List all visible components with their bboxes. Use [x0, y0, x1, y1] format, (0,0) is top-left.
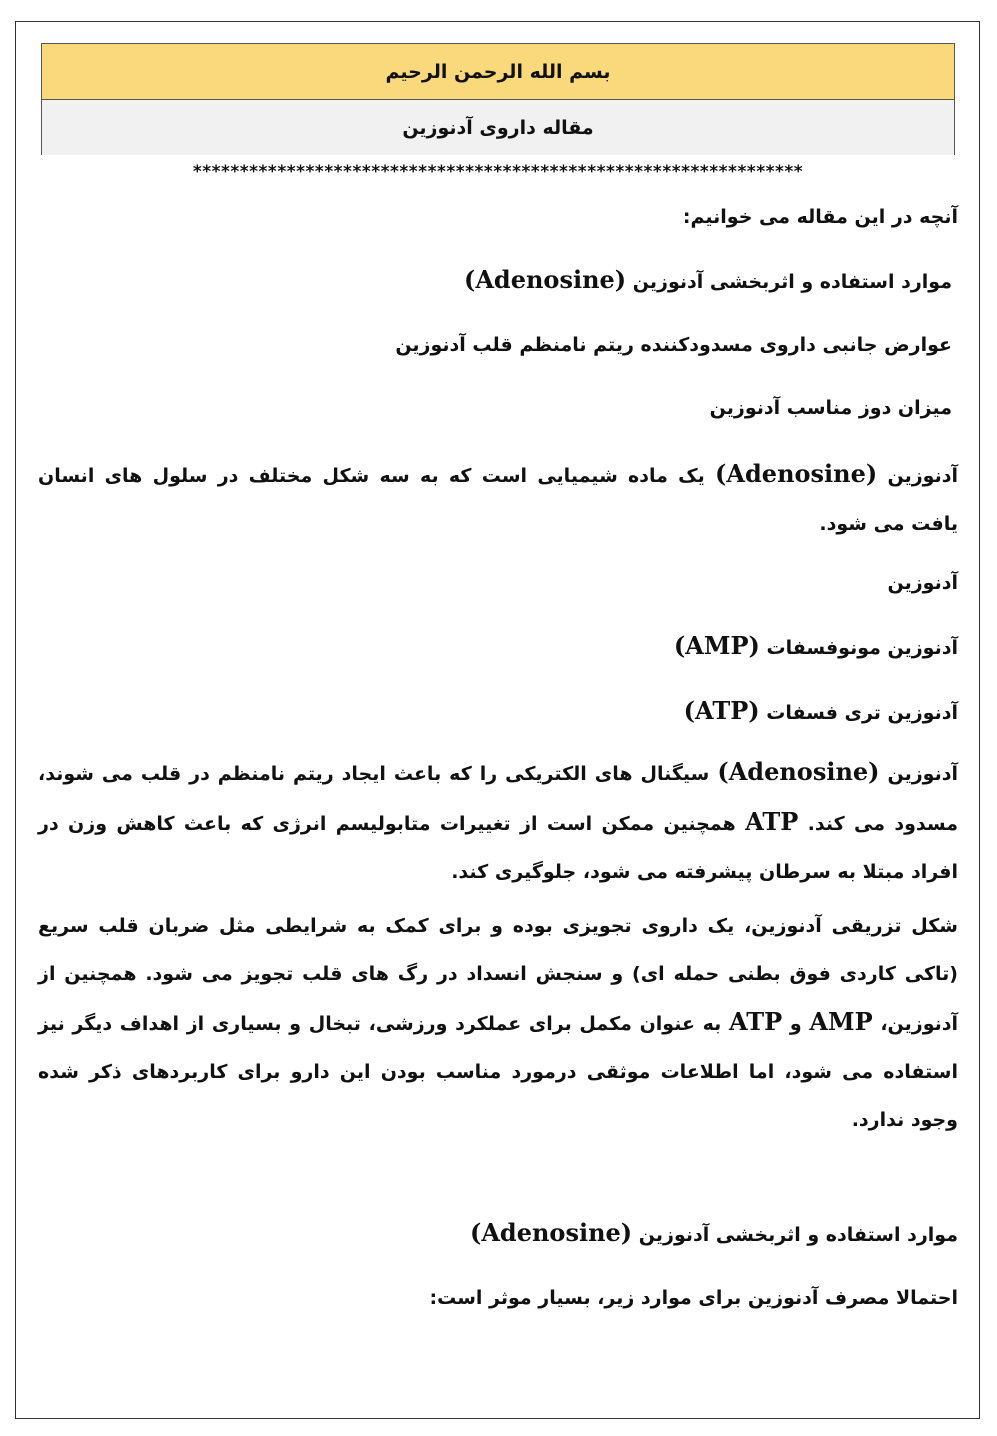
p2-latin-2: ATP	[745, 807, 799, 836]
toc-item-text: عوارض جانبی داروی مسدودکننده ریتم نامنظم قلب آدنوزین	[395, 334, 952, 356]
p3-latin-2: ATP	[728, 1007, 783, 1036]
form-item-text: آدنوزین مونوفسفات	[766, 637, 958, 659]
p2-latin-1: (Adenosine)	[717, 757, 880, 786]
p2-text-2: سیگنال های الکتریکی را که باعث ایجاد ریتم نامنظم در قلب می شوند، مسدود می کند.	[38, 763, 958, 835]
article-body	[38, 196, 958, 1319]
section-body: احتمالا مصرف آدنوزین برای موارد زیر، بسیار موثر است:	[429, 1287, 958, 1309]
separator-stars: *****************************************************************	[192, 162, 804, 182]
paragraph-uses	[38, 902, 958, 1144]
p3-text-3: به عنوان مکمل برای عملکرد ورزشی، تبخال و بسیاری از اهداف دیگر نیز استفاده می شود، اما اطلاعات موثقی درمورد مناسب بودن این دارو برای کاربردهای ذکر شده وجود ندارد.	[38, 1013, 958, 1131]
intro-text-start: آدنوزین	[887, 465, 958, 487]
bismillah-text: بسم الله الرحمن الرحیم	[385, 60, 611, 83]
section-heading-text: موارد استفاده و اثربخشی آدنوزین	[638, 1224, 958, 1246]
form-item	[38, 562, 958, 604]
form-item-latin: (AMP)	[673, 631, 760, 660]
p3-text-1: شکل تزریقی آدنوزین، یک داروی تجویزی بوده و برای کمک به شرایطی مثل ضربان قلب سریع (تاکی کاردی فوق بطنی حمله ای) و سنجش انسداد در رگ های قلب تجویز می شود. همچنین از آدنوزین،	[38, 915, 959, 1035]
section-heading-latin: (Adenosine)	[469, 1218, 633, 1247]
bismillah-row	[42, 44, 954, 100]
intro-paragraph	[38, 450, 958, 548]
header-table	[41, 43, 955, 155]
form-item-text: آدنوزین	[887, 572, 958, 594]
toc-item-text: موارد استفاده و اثربخشی آدنوزین	[632, 271, 952, 293]
form-item	[38, 625, 958, 669]
p3-latin-1: AMP	[809, 1007, 873, 1036]
toc-item[interactable]	[38, 324, 958, 366]
intro-text-end: یک ماده شیمیایی است که به سه شکل مختلف در سلول های انسان یافت می شود.	[38, 465, 958, 535]
form-item-text: آدنوزین تری فسفات	[766, 702, 958, 724]
toc-intro: آنچه در این مقاله می خوانیم:	[682, 206, 958, 228]
form-item	[38, 690, 958, 734]
toc-item-text: میزان دوز مناسب آدنوزین	[709, 397, 952, 419]
section-heading	[38, 1212, 958, 1256]
p2-text-3: همچنین ممکن است از تغییرات متابولیسم انرژی که باعث کاهش وزن در افراد مبتلا به سرطان پیشرفته می شود، جلوگیری کند.	[38, 813, 958, 883]
paragraph-mechanism	[38, 748, 958, 896]
p2-text-1: آدنوزین	[887, 763, 958, 785]
intro-latin-term: (Adenosine)	[715, 459, 878, 488]
toc-item-latin: (Adenosine)	[463, 265, 627, 294]
p3-text-2: و	[789, 1013, 802, 1035]
toc-item[interactable]	[38, 387, 958, 429]
form-item-latin: (ATP)	[683, 696, 760, 725]
toc-item[interactable]	[38, 259, 958, 303]
article-title-row	[42, 100, 954, 155]
article-title: مقاله داروی آدنوزین	[402, 116, 594, 139]
